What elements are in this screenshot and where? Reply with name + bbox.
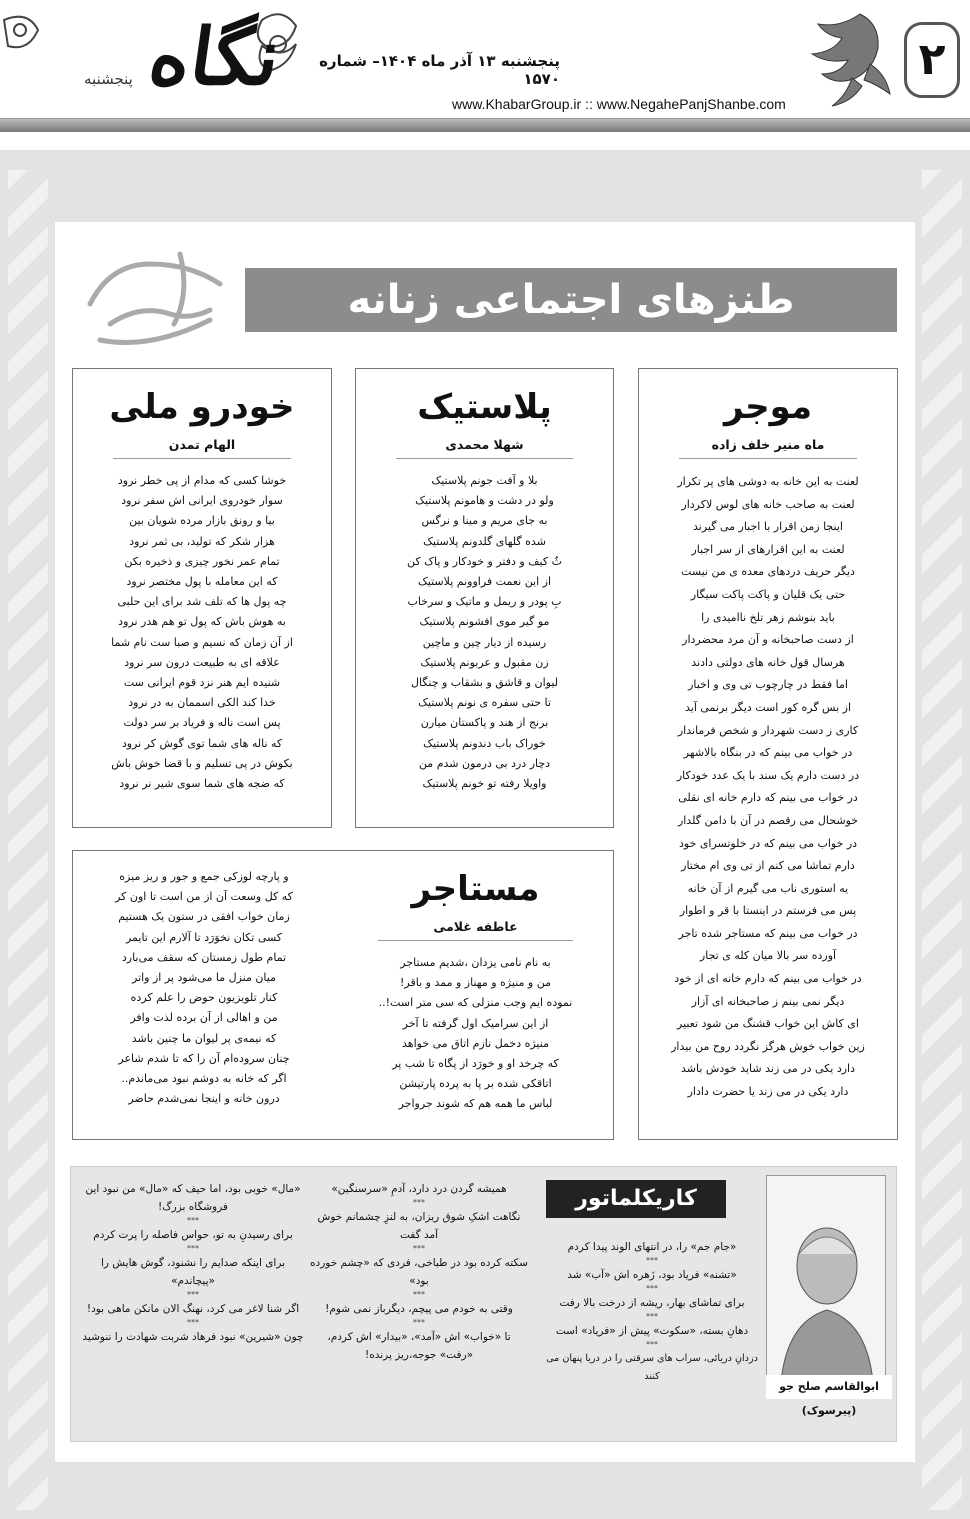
poem-box-mostajer [72,850,614,1140]
website-urls[interactable]: www.KhabarGroup.ir :: www.NegahePanjShanbe.com [452,96,786,112]
poem-author: عاطفه غلامی [433,919,518,934]
poem-title: مستاجر [411,869,540,909]
section-title-bar [245,268,897,332]
header-rule [0,118,970,132]
logo-subtitle: پنجشنبه [84,70,133,88]
divider [378,940,573,941]
poem-box-plastic [355,368,614,828]
caricature-title: کاریکلماتور [546,1180,726,1218]
poem-verses: بلا و آفت جونم پلاستیک ولو در دشت و هامونم پلاستیک به جای مریم و مینا و نرگس شده گلهای گلدونم پلاستیک ثُ کیف و دفتر و خودکار و پاک کن از این نعمت فراوونم پلاستیک بِ پودر و ریمل و ماتیک و سرخاب مو گیر موی افشونم پلاستیک رسیده از دیار چین و ماچین زن مقبول و عربونم پلاستیک لیوان و قاشق و بشقاب و چنگال تا حتی سفره ی نونم پلاستیک برنج از هند و پاکستان میارن خوراک باب دندونم پلاستیک دچار درد بی درمون شدم من واویلا رفته تو خونم پلاستیک [407,474,562,791]
poem-col-right [338,851,613,1115]
photo-caption: ابوالقاسم صلح جو (پیرسوک) [766,1375,892,1399]
poem-title: موجر [723,387,813,427]
page-number: ۲ [904,22,960,98]
caricature-col-3: «مال» خوبی بود، اما حیف که «مال» من نبود این فروشگاه بزرگ! *** برای رسیدنِ به تو، حواس فاصله را پرت کردم *** برای اینکه صدایم را نشنود، گوش هایش را «پیچاندم» *** اگر شنا لاغر می کرد، نهنگ الان مانکن ماهی بود! *** چون «شیرین» نبود فرهاد شربت شهادت را ننوشید [82,1183,304,1343]
divider [679,458,857,459]
poem-box-mojer [638,368,898,1140]
issue-date: پنجشنبه ۱۳ آذر ماه ۱۴۰۴– شماره ۱۵۷۰ [319,52,560,88]
logo-text: نگاه [143,12,286,103]
poem-author: ماه منیر خلف زاده [711,437,825,452]
caricature-col-2: همیشه گردن درد دارد، آدمِ «سرسنگین» *** نگاهت اشکِ شوق ریزان، به لنزِ چشمانم خوش آمد گفت *** سکته کرده بود در طباخی، فردی که «چشم خورده بود» *** وقتی به خودم می پیچم، دیگرباز نمی شوم! *** تا «خواب» اش «آمد»، «بیدار» اش کردم، «رفت» جوجه،ریز پرنده! [310,1183,528,1361]
divider [396,458,573,459]
poem-author: شهلا محمدی [445,437,524,452]
divider [113,458,291,459]
chevron-border-left [8,170,48,1510]
poem-author: الهام تمدن [168,437,236,452]
column-logo-icon [70,244,240,354]
author-photo [766,1175,886,1383]
poem-verses: به نام نامی یزدان ،شدیم مستاجر من و منیژه و مهناز و ممد و باقر! نموده ایم وجب منزلی که سی متر است!.. از این سرامیک اول گرفته تا آخر منیژه دخمل نازم اتاق می خواهد که چرخد او و خورَد از پگاه تا شب پر اتاقکی شده بر پا به پرده پارتیشن لباس ما همه هم که شوند جرواجر [378,956,573,1111]
poem-verses: لعنت به این خانه به دوشی های پر تکرار لعنت به صاحب خانه های لوس لاکردار اینجا زمن اقرار با اجبار می گیرند لعنت به این اقرارهای از سر اجبار دیگر حریف دردهای معده ی من نیست حتی یک قلیان و پاکت پاکت سیگار باید بنوشم زهر تلخ ناامیدی را از دست صاحبخانه و آن مرد محضردار هرسال قول خانه های دولتی دادند اما فقط در چارچوب تی وی و اخبار از بس گره کور است دیگر برنمی آید کاری ز دست شهردار و شخص فرماندار در خواب می بینم که در بنگاه بالاشهر در دست دارم یک سند با یک عدد خودکار در خواب می بینم که دارم خانه ای نقلی خوشحال می رقصم در آن با دامن گلدار در خواب می بینم که در خلوتسرای خود دارم تماشا می کنم از تی وی ام مختار یه استوری ناب می گیرم از آن خانه پس می فرستم در اینستا با قر و اطوار در خواب می بینم که مستاجر شده تاجر آورده سر بالا میان کله ی تجار در خواب می بینم که دارم خانه ای از خود دیگر نمی بینم ز صاحبخانه ای آزار ای کاش این خواب قشنگ من شود تعبیر زین خواب خوش هرگز نگردد روح من بیدار دارد یکی در می زند شاید خودش باشد دارد یکی در می زند یا حضرت دادار [671,475,865,1099]
section-title: طنزهای اجتماعی زنانه [347,277,795,323]
poem-title: خودرو ملی [109,387,295,427]
chevron-border-right [922,170,962,1510]
poem-box-khodro [72,368,332,828]
portrait-icon [767,1176,885,1382]
poem-verses-continued: و پارچه لوزکی جمع و جور و ریز میزه که کل وسعت آن از من است تا اون کر زمان خواب افقی در ستون یک هستیم کسی تکان نخوَرَد تا آلارم این تایمر تمام طول زمستان که سقف می‌بارد میان منزل ما می‌شود پر از واتر کنار تلویزیون حوض را علم کرده من و اهالی از آن برده لذت وافر که نیمه‌ی پر لیوان ما چنین باشد چنان سروده‌ام آن را که تا شدم شاعر اگر که خانه به دوشم نبود می‌ماندم.. درون خانه و اینجا نمی‌شدم حاضر [115,870,293,1106]
masthead-logo [0,0,300,118]
page-header [0,0,970,132]
poem-verses: خوشا کسی که مدام از پی خطر نرود سوار خودروی ایرانی اش سفر نرود بیا و رونق بازار مرده شویان بین هزار شکر که تولید، بی ثمر نرود تمام عمر نخور چیزی و ذخیره بکن که این معامله با پول مختصر نرود چه پول ها که تلف شد برای این حلبی به هوش باش که پول تو هم هدر نرود از آن زمان که نسیم و صبا ست نام شما علاقه ای به طبیعت درون سر نرود شنیده ایم هنر نزد قوم ایرانی ست خدا کند الکی اسممان به در نرود پس است ناله و فریاد بر سر دولت که ناله های شما توی گوش کر نرود بکوش در پی تسلیم و با قضا خوش باش که ضجه های شما سوی شیر نر نرود [111,474,293,791]
caricature-col-1: «جام جم» را، در انتهای الوند پیدا کردم *** «تشنه» فریاد بود، زَهره اش «آب» شد *** برای تماشای بهار، ریشه از درخت بالا رفت *** دهانِ بسته، «سکوت» پیش از «فریاد» است *** دزدانِ دریائی، سراب های سرقتی را در دریا پنهان می کنند [546,1241,758,1382]
poem-title: پلاستیک [417,387,552,427]
phoenix-icon [800,4,900,112]
